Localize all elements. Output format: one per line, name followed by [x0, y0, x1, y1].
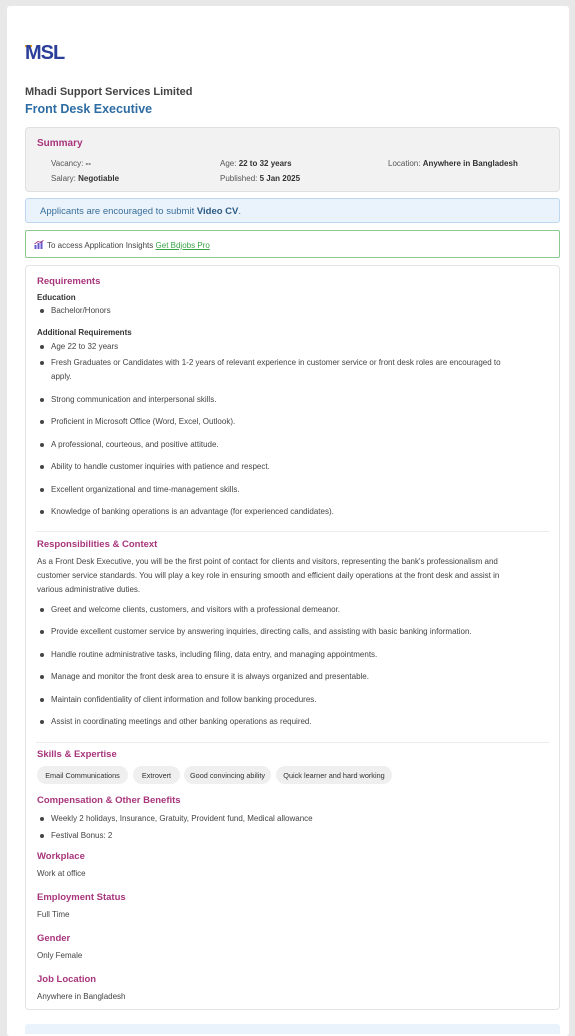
gender-title: Gender [37, 933, 71, 944]
job-content-card [25, 265, 560, 1010]
published [220, 174, 300, 183]
list-item: Weekly 2 holidays, Insurance, Gratuity, Provident fund, Medical allowance [37, 812, 313, 826]
list-item: A professional, courteous, and positive attitude. [37, 438, 219, 452]
list-item: Ability to handle customer inquiries with patience and respect. [37, 460, 270, 474]
responsibilities-intro-line: As a Front Desk Executive, you will be the first point of contact for clients and visitors, representing the bank's professionalism and [37, 557, 498, 566]
divider [36, 531, 549, 532]
salary-label: Salary: [51, 174, 79, 183]
video-notice-suffix: . [238, 206, 242, 217]
divider [36, 742, 549, 743]
insights-text: To access Application Insights [47, 241, 156, 250]
list-item: Age 22 to 32 years [37, 340, 118, 354]
workplace-title: Workplace [37, 851, 85, 862]
video-cv-notice [25, 198, 560, 223]
list-item: Fresh Graduates or Candidates with 1-2 years of relevant experience in customer service or front desk roles are encouraged to [37, 356, 501, 370]
responsibilities-intro-line: customer service standards. You will play a key role in ensuring smooth and efficient daily operations at the front desk and assist in [37, 571, 500, 580]
workplace-value: Work at office [37, 869, 86, 878]
gender-value: Only Female [37, 951, 83, 960]
employment-status-value: Full Time [37, 910, 70, 919]
list-item: Manage and monitor the front desk area to ensure it is always organized and presentable. [37, 670, 369, 684]
list-item: Strong communication and interpersonal skills. [37, 393, 216, 407]
summary-title: Summary [37, 138, 83, 149]
list-item: Handle routine administrative tasks, including filing, data entry, and managing appointments. [37, 648, 377, 662]
video-notice-text: Applicants are encouraged to submit [40, 206, 197, 217]
list-item: Proficient in Microsoft Office (Word, Excel, Outlook). [37, 415, 235, 429]
list-item: Knowledge of banking operations is an advantage (for experienced candidates). [37, 505, 334, 519]
skill-chip[interactable]: Extrovert [133, 766, 180, 784]
age-value: 22 to 32 years [238, 159, 292, 168]
skills-title: Skills & Expertise [37, 749, 117, 760]
age [220, 159, 292, 168]
location-value: Anywhere in Bangladesh [422, 159, 518, 168]
list-item: Bachelor/Honors [37, 304, 111, 318]
application-insights-box [25, 230, 560, 258]
chart-icon [34, 240, 44, 251]
company-logo [25, 39, 85, 69]
responsibilities-title: Responsibilities & Context [37, 539, 158, 550]
list-item: Assist in coordinating meetings and other banking operations as required. [37, 715, 312, 729]
next-section-strip [25, 1024, 560, 1034]
requirements-title: Requirements [37, 276, 101, 287]
salary-value: Negotiable [78, 174, 120, 183]
list-item: Excellent organizational and time-management skills. [37, 483, 240, 497]
get-bdjobs-pro-link[interactable]: Get Bdjobs Pro [155, 241, 210, 250]
list-item-continuation: apply. [51, 372, 72, 381]
list-item: Maintain confidentiality of client information and follow banking procedures. [37, 693, 316, 707]
summary-box [25, 127, 560, 192]
job-location-value: Anywhere in Bangladesh [37, 992, 126, 1001]
education-title: Education [37, 293, 76, 302]
location-label: Location: [388, 159, 423, 168]
list-item: Greet and welcome clients, customers, and visitors with a professional demeanor. [37, 603, 340, 617]
video-cv-label: Video CV [196, 206, 239, 217]
list-item: Festival Bonus: 2 [37, 829, 112, 843]
published-value: 5 Jan 2025 [259, 174, 301, 183]
published-label: Published: [220, 174, 260, 183]
skill-chip[interactable]: Good convincing ability [184, 766, 271, 784]
job-title: Front Desk Executive [25, 102, 153, 116]
age-label: Age: [220, 159, 239, 168]
skill-chip[interactable]: Quick learner and hard working [276, 766, 392, 784]
skill-chip[interactable]: Email Communications [37, 766, 128, 784]
list-item: Provide excellent customer service by answering inquiries, directing calls, and assisting with basic banking information. [37, 625, 472, 639]
responsibilities-intro-line: various administrative duties. [37, 585, 141, 594]
job-detail-page [7, 6, 569, 1036]
vacancy-label: Vacancy: [51, 159, 86, 168]
vacancy-value: -- [85, 159, 91, 168]
vacancy [51, 159, 91, 168]
svg-text:MSL: MSL [25, 42, 65, 64]
job-location-title: Job Location [37, 974, 97, 985]
salary [51, 174, 119, 183]
employment-status-title: Employment Status [37, 892, 126, 903]
company-name[interactable]: Mhadi Support Services Limited [25, 86, 193, 98]
compensation-title: Compensation & Other Benefits [37, 795, 181, 806]
additional-requirements-title: Additional Requirements [37, 328, 132, 337]
location [388, 159, 518, 168]
